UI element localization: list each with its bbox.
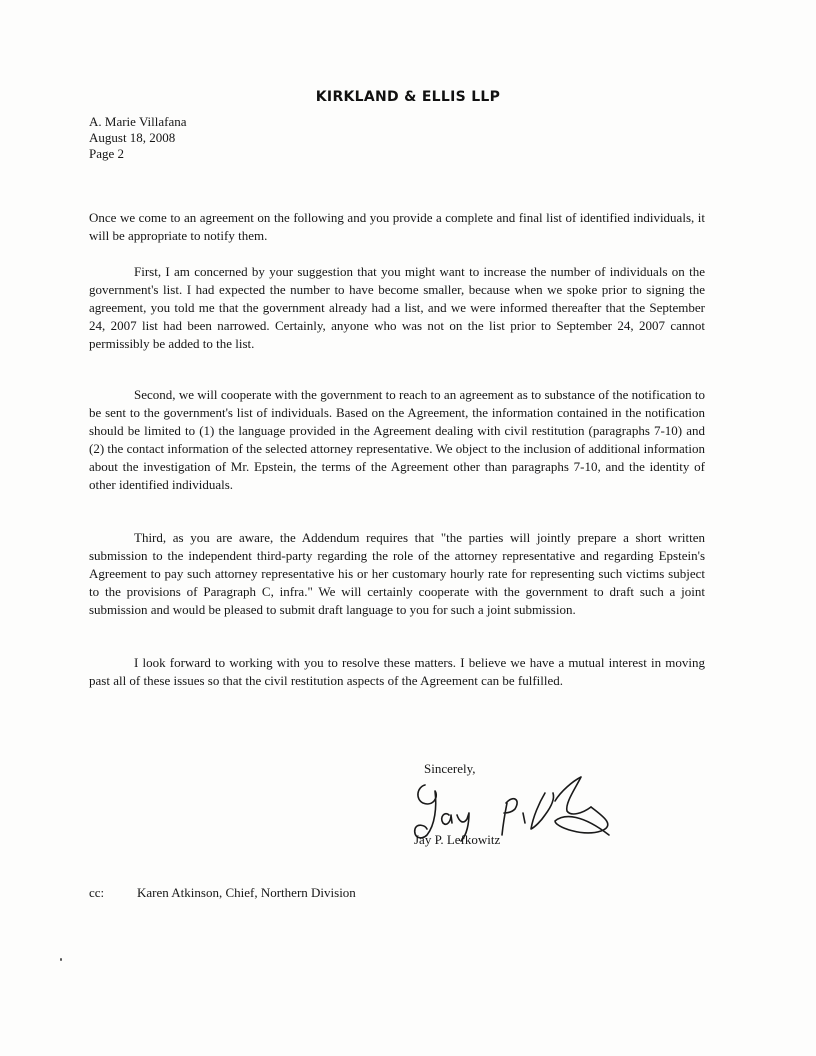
scan-speck: [60, 958, 62, 961]
recipient-name: A. Marie Villafana: [89, 114, 187, 129]
letter-date: August 18, 2008: [89, 130, 176, 145]
signer-name: Jay P. Lefkowitz: [414, 832, 501, 847]
valediction: Sincerely,: [424, 761, 476, 776]
cc-recipient: Karen Atkinson, Chief, Northern Division: [137, 885, 356, 900]
body-paragraph-4: Third, as you are aware, the Addendum requires that "the parties will jointly prepare a short written submission to the independent third-party regarding the role of the attorney representative and regarding Epstein's Agreement to pay such attorney representative his or her customary hourly rate for representing such victims subject to the provisions of Paragraph C, infra." We will certainly cooperate with the government to draft such a joint submission and would be pleased to submit draft language to you for such a joint submission.: [89, 530, 705, 617]
cc-label: cc:: [89, 885, 105, 900]
letter-header: [89, 114, 187, 162]
body-paragraph-1: Once we come to an agreement on the following and you provide a complete and final list of identified individuals, it will be appropriate to notify them.: [89, 210, 705, 243]
body-paragraph-5: I look forward to working with you to resolve these matters. I believe we have a mutual interest in moving past all of these issues so that the civil restitution aspects of the Agreement can be fulfilled.: [89, 655, 705, 688]
page-number: Page 2: [89, 146, 125, 161]
letterhead-firm-name: KIRKLAND & ELLIS LLP: [315, 89, 501, 105]
body-paragraph-2: First, I am concerned by your suggestion that you might want to increase the number of individuals on the government's list. I had expected the number to have become smaller, because when we spoke prior to signing the agreement, you told me that the government already had a list, and we were informed thereafter that the September 24, 2007 list had been narrowed. Certainly, anyone who was not on the list prior to September 24, 2007 cannot permissibly be added to the list.: [89, 264, 705, 351]
body-paragraph-3: Second, we will cooperate with the government to reach to an agreement as to substance of the notification to be sent to the government's list of individuals. Based on the Agreement, the information contained in the notification should be limited to (1) the language provided in the Agreement dealing with civil restitution (paragraphs 7-10) and (2) the contact information of the selected attorney representative. We object to the inclusion of additional information about the investigation of Mr. Epstein, the terms of the Agreement other than paragraphs 7-10, and the identity of other identified individuals.: [89, 387, 705, 492]
